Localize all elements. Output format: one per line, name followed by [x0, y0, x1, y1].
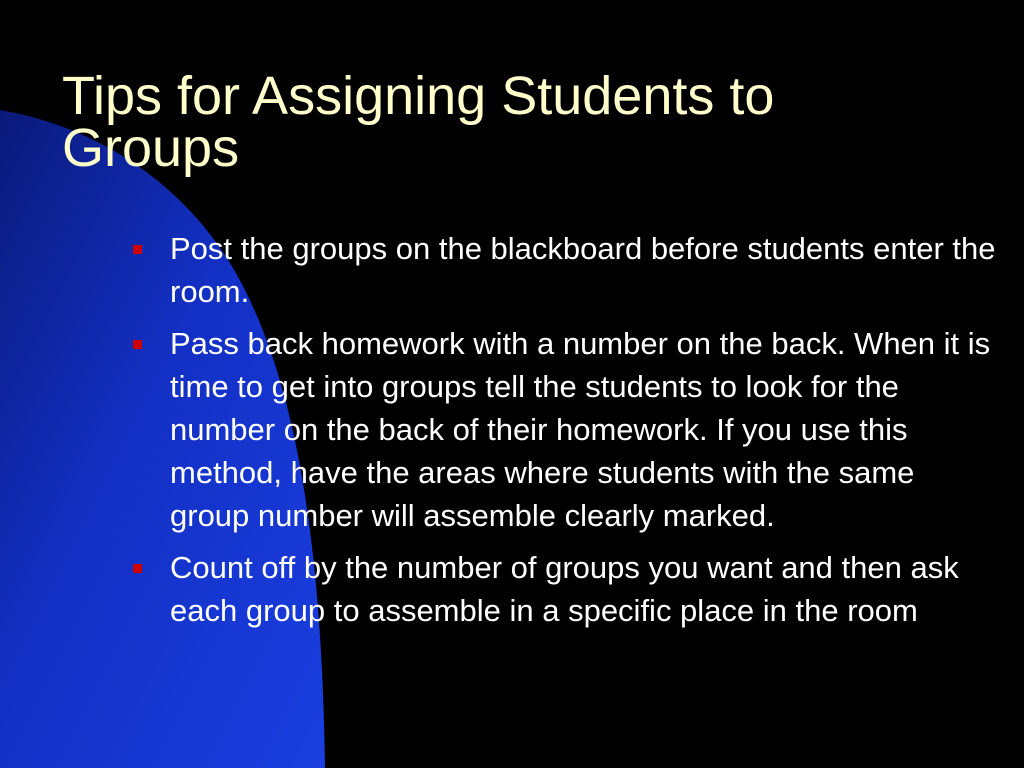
bullet-list [130, 227, 1000, 641]
bullet-text: Post the groups on the blackboard before students enter the room. [170, 231, 996, 309]
bullet-text: Count off by the number of groups you want and then ask each group to assemble in a specific place in the room [170, 550, 959, 628]
red-square-bullet-icon [133, 340, 142, 349]
red-square-bullet-icon [133, 564, 142, 573]
bullet-item [130, 546, 1000, 632]
slide-title: Tips for Assigning Students to Groups [62, 66, 775, 178]
red-square-bullet-icon [133, 245, 142, 254]
bullet-item [130, 227, 1000, 313]
bullet-text: Pass back homework with a number on the back. When it is time to get into groups tell the students to look for the number on the back of their homework. If you use this method, have the areas where students with the same group number will assemble clearly marked. [170, 326, 991, 533]
bullet-item [130, 322, 1000, 537]
